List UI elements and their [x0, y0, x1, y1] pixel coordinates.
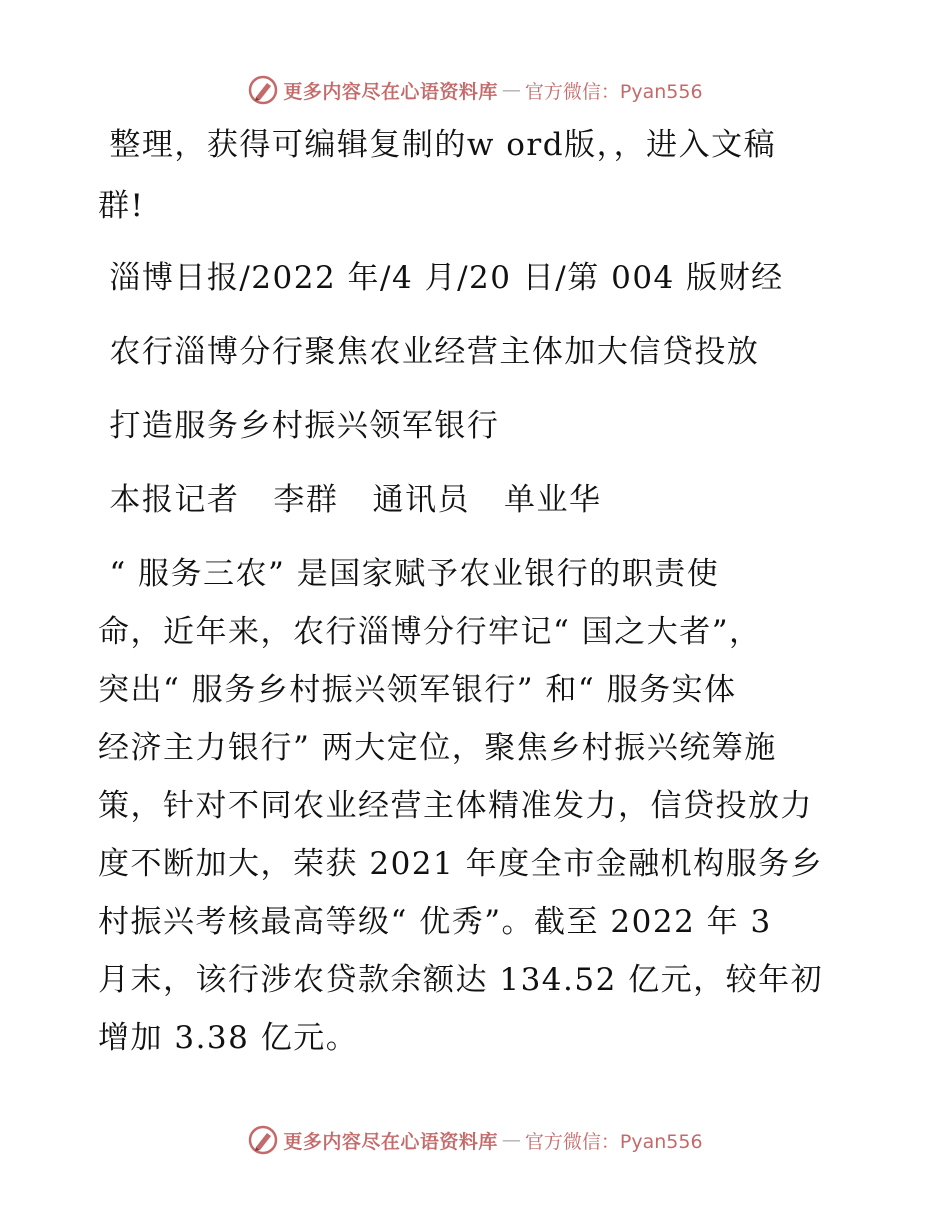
body-line-4: 经济主力银行” 两大定位，聚焦乡村振兴统筹施 [98, 730, 777, 766]
source-line: 淄博日报/2022 年/4 月/20 日/第 004 版财经 [98, 260, 784, 296]
watermark-contact: 官方微信：Pyan556 [524, 80, 703, 103]
pen-logo-icon [247, 74, 279, 106]
headline-line-2: 打造服务乡村振兴领军银行 [98, 408, 500, 444]
body-line-7: 村振兴考核最高等级“ 优秀”。截至 2022 年 3 [98, 904, 772, 940]
footer-watermark [0, 1122, 950, 1158]
headline-line-1: 农行淄博分行聚焦农业经营主体加大信贷投放 [98, 334, 760, 370]
watermark-text: 更多内容尽在心语资料库 [283, 80, 498, 103]
body-line-2: 命，近年来，农行淄博分行牢记“ 国之大者”， [98, 614, 762, 650]
pen-logo-icon [247, 1124, 279, 1156]
body-line-5: 策，针对不同农业经营主体精准发力，信贷投放力 [98, 788, 813, 824]
watermark-contact: 官方微信：Pyan556 [524, 1130, 703, 1153]
intro-line-2: 群! [98, 188, 145, 224]
body-line-8: 月末，该行涉农贷款余额达 134.52 亿元，较年初 [98, 962, 824, 998]
watermark-dash: — [501, 1129, 521, 1151]
body-line-9: 增加 3.38 亿元。 [98, 1020, 359, 1056]
intro-line-1: 整理，获得可编辑复制的w ord版，，进入文稿 [98, 127, 777, 163]
byline: 本报记者 李群 通讯员 单业华 [98, 482, 602, 518]
body-line-1: “ 服务三农” 是国家赋予农业银行的职责使 [98, 556, 720, 592]
watermark-text: 更多内容尽在心语资料库 [283, 1130, 498, 1153]
header-watermark [0, 72, 950, 108]
body-line-3: 突出“ 服务乡村振兴领军银行” 和“ 服务实体 [98, 672, 737, 708]
body-line-6: 度不断加大，荣获 2021 年度全市金融机构服务乡 [98, 846, 824, 882]
watermark-dash: — [501, 79, 521, 101]
